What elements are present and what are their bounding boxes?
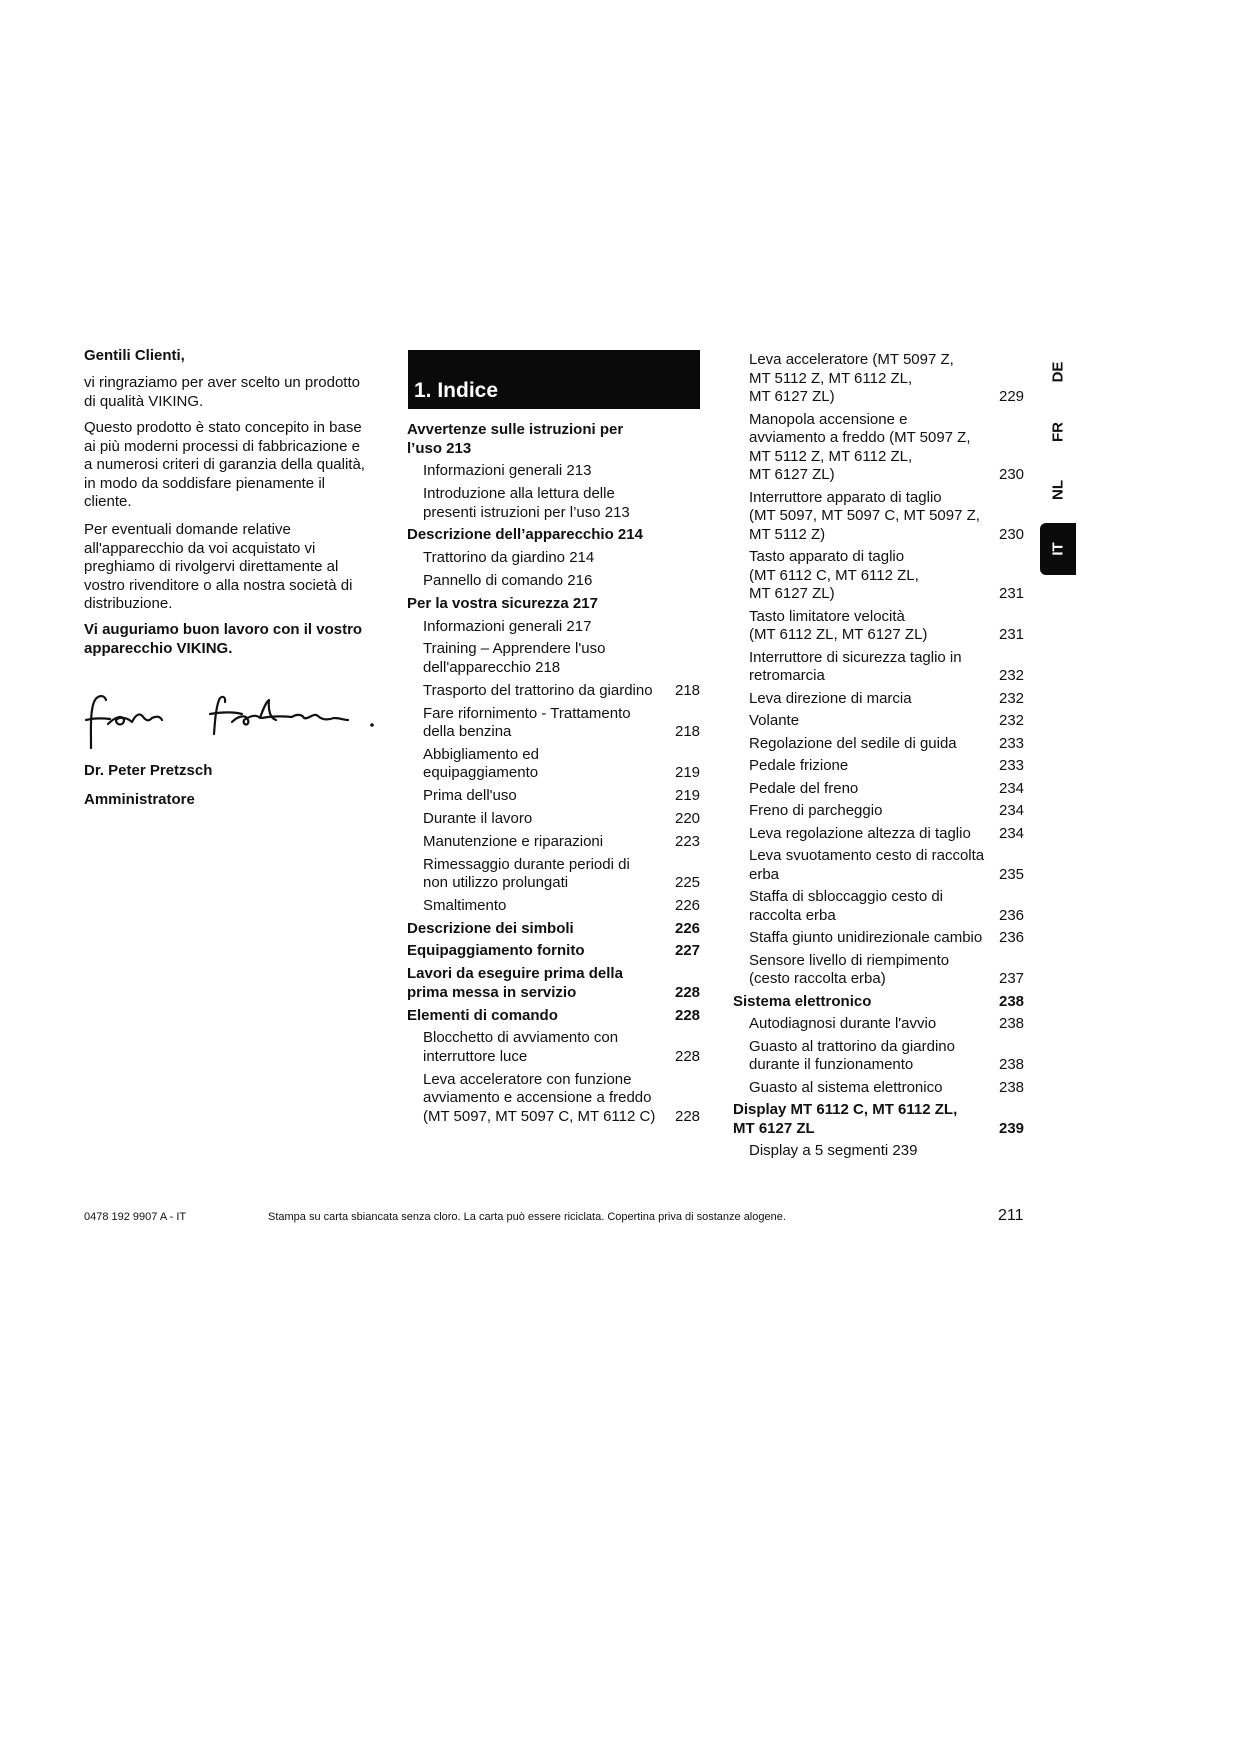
letter-line: Vi auguriamo buon lavoro con il vostro xyxy=(84,621,363,638)
toc-entry-text: Lavori da eseguire prima della xyxy=(407,965,623,983)
toc-entry-text: Guasto al trattorino da giardino xyxy=(749,1037,955,1055)
language-tab-de[interactable] xyxy=(1040,352,1076,392)
toc-entry-text: Prima dell'uso xyxy=(423,787,517,805)
toc-entry-text: Interruttore di sicurezza taglio in xyxy=(749,648,962,666)
toc-entry-text: Abbigliamento ed xyxy=(423,745,539,763)
language-tab-fr[interactable] xyxy=(1040,412,1076,452)
toc-page-number: 230 xyxy=(999,466,1025,483)
letter-line: ai più moderni processi di fabbricazione e xyxy=(84,437,360,455)
toc-entry-text: della benzina xyxy=(423,723,512,740)
toc-entry-text: Interruttore apparato di taglio xyxy=(749,488,942,506)
toc-page-number: 228 xyxy=(675,1107,701,1125)
toc-page-number: 236 xyxy=(999,906,1025,924)
signature xyxy=(82,690,382,752)
toc-entry-text: Trattorino da giardino 214 xyxy=(423,549,595,567)
toc-entry-text: (MT 6112 C, MT 6112 ZL, xyxy=(749,566,919,584)
toc-entry-text: non utilizzo prolungati xyxy=(423,874,569,891)
toc-page-number: 218 xyxy=(675,723,701,740)
toc-entry-text: durante il funzionamento xyxy=(749,1056,914,1073)
toc-page-number: 231 xyxy=(999,585,1025,602)
toc-entry-text: Guasto al sistema elettronico xyxy=(749,1078,943,1096)
toc-entry-text: interruttore luce xyxy=(423,1047,528,1065)
toc-entry-text: Training – Apprendere l'uso xyxy=(423,640,606,658)
toc-entry-text: prima messa in servizio xyxy=(407,983,577,1001)
toc-page-number: 238 xyxy=(999,992,1025,1010)
toc-entry-text: Staffa di sbloccaggio cesto di xyxy=(749,888,944,905)
toc-entry-text: presenti istruzioni per l’uso 213 xyxy=(423,503,630,521)
toc-entry-text: Descrizione dell’apparecchio 214 xyxy=(407,526,643,544)
toc-entry-text: Avvertenze sulle istruzioni per xyxy=(407,421,624,438)
toc-page-number: 230 xyxy=(999,525,1025,543)
toc-page-number: 235 xyxy=(999,865,1025,883)
letter-line: apparecchio VIKING. xyxy=(84,639,233,657)
letter-line: distribuzione. xyxy=(84,595,173,612)
toc-entry-text: Pedale del freno xyxy=(749,779,859,797)
toc-page-number: 223 xyxy=(675,832,701,850)
toc-page-number: 228 xyxy=(675,1047,701,1065)
toc-entry-text: Volante xyxy=(749,712,800,729)
toc-entry-text: Smaltimento xyxy=(423,896,507,914)
toc-entry-text: MT 6127 ZL) xyxy=(749,388,835,405)
footer-note: Stampa su carta sbiancata senza cloro. La carta può essere riciclata. Copertina priva di sostanze alogene. xyxy=(268,1211,786,1223)
language-tab-label: IT xyxy=(1049,542,1067,556)
toc-entry-text: Leva svuotamento cesto di raccolta xyxy=(749,847,985,864)
language-tab-label: NL xyxy=(1049,480,1067,500)
toc-entry-text: MT 5112 Z, MT 6112 ZL, xyxy=(749,369,913,387)
greeting: Gentili Clienti, xyxy=(84,347,185,364)
letter-para-1 xyxy=(84,374,360,411)
toc-page-number: 234 xyxy=(999,802,1025,819)
toc-entry-text: Introduzione alla lettura delle xyxy=(423,485,615,503)
toc-page-number: 227 xyxy=(675,942,701,960)
toc-entry-text: Leva regolazione altezza di taglio xyxy=(749,824,971,842)
toc-entry-text: Leva acceleratore (MT 5097 Z, xyxy=(749,351,954,368)
index-title: 1. Indice xyxy=(414,379,499,402)
letter-line: vostro rivenditore o alla nostra società di xyxy=(84,576,353,594)
toc-page-number: 234 xyxy=(999,824,1025,842)
toc-page-number: 228 xyxy=(675,983,701,1001)
toc-entry-text: Pannello di comando 216 xyxy=(423,572,593,589)
letter-line: Per eventuali domande relative xyxy=(84,521,291,538)
page-number: 211 xyxy=(998,1207,1024,1224)
toc-page-number: 228 xyxy=(675,1006,701,1024)
letter-line: preghiamo di rivolgervi direttamente al xyxy=(84,558,339,575)
toc-entry-text: Sensore livello di riempimento xyxy=(749,951,950,969)
toc-page-number: 238 xyxy=(999,1056,1025,1073)
toc-entry-text: Tasto limitatore velocità xyxy=(749,607,905,625)
toc-page-number: 234 xyxy=(999,779,1025,797)
toc-entry-text: raccolta erba xyxy=(749,906,836,924)
toc-page-number: 231 xyxy=(999,626,1025,643)
index-header xyxy=(408,350,700,409)
toc-page-number: 232 xyxy=(999,689,1025,707)
letter-para-2 xyxy=(84,419,365,512)
letter-line: all'apparecchio da voi acquistato vi xyxy=(84,539,316,557)
signer-title: Amministratore xyxy=(84,791,195,808)
letter-line: vi ringraziamo per aver scelto un prodotto xyxy=(84,374,360,391)
toc-entry-text: MT 6127 ZL) xyxy=(749,585,835,602)
toc-entry-text: MT 5112 Z, MT 6112 ZL, xyxy=(749,447,913,465)
toc-page-number: 233 xyxy=(999,757,1025,774)
toc-entry-text: Elementi di comando xyxy=(407,1006,558,1024)
letter-line: a numerosi criteri di garanzia della qualità, xyxy=(84,456,365,473)
toc-entry-text: Rimessaggio durante periodi di xyxy=(423,855,630,873)
toc-entry-text: (cesto raccolta erba) xyxy=(749,970,886,987)
language-tab-nl[interactable] xyxy=(1040,470,1076,510)
toc-entry-text: MT 6127 ZL xyxy=(733,1119,815,1137)
toc-entry-text: Informazioni generali 213 xyxy=(423,462,592,480)
toc-page-number: 225 xyxy=(675,874,701,891)
letter-line: in modo da soddisfare pienamente il xyxy=(84,474,325,492)
toc-page-number: 218 xyxy=(675,681,701,699)
toc-entry-text: l’uso 213 xyxy=(407,439,472,457)
toc-entry-text: Trasporto del trattorino da giardino xyxy=(423,681,653,699)
toc-entry-text: (MT 5097, MT 5097 C, MT 5097 Z, xyxy=(749,507,980,524)
letter-para-3 xyxy=(84,521,352,614)
letter-closing xyxy=(84,621,362,658)
toc-page-number: 238 xyxy=(999,1015,1025,1032)
language-tab-label: DE xyxy=(1049,361,1067,383)
toc-entry-text: dell'apparecchio 218 xyxy=(423,658,561,676)
signer-name: Dr. Peter Pretzsch xyxy=(84,762,213,779)
toc-entry-text: Autodiagnosi durante l'avvio xyxy=(749,1015,937,1032)
toc-entry-text: avviamento e accensione a freddo xyxy=(423,1089,652,1107)
toc-entry-text: Equipaggiamento fornito xyxy=(407,942,585,960)
toc-page-number: 238 xyxy=(999,1078,1025,1096)
toc-entry-text: Sistema elettronico xyxy=(733,992,872,1010)
toc-entry-text: Regolazione del sedile di guida xyxy=(749,734,957,752)
toc-entry-text: MT 5112 Z) xyxy=(749,525,826,543)
toc-entry-text: Pedale frizione xyxy=(749,757,849,774)
toc-entry-text: erba xyxy=(749,865,780,883)
document-code: 0478 192 9907 A - IT xyxy=(84,1211,187,1223)
toc-entry-text: (MT 6112 ZL, MT 6127 ZL) xyxy=(749,626,928,643)
toc-entry-text: Display MT 6112 C, MT 6112 ZL, xyxy=(733,1101,958,1118)
letter-line: Questo prodotto è stato concepito in base xyxy=(84,419,362,436)
letter-line: di qualità VIKING. xyxy=(84,392,204,410)
toc-entry-text: Freno di parcheggio xyxy=(749,802,883,819)
toc-entry-text: Informazioni generali 217 xyxy=(423,617,592,635)
toc-entry-text: Leva direzione di marcia xyxy=(749,689,912,707)
toc-page-number: 226 xyxy=(675,919,701,937)
toc-entry-text: avviamento a freddo (MT 5097 Z, xyxy=(749,429,971,446)
toc-entry-text: Fare rifornimento - Trattamento xyxy=(423,704,631,722)
toc-entry-text: Durante il lavoro xyxy=(423,809,533,827)
toc-page-number: 220 xyxy=(675,809,701,827)
toc-entry-text: Staffa giunto unidirezionale cambio xyxy=(749,929,983,946)
toc-entry-text: MT 6127 ZL) xyxy=(749,466,835,483)
toc-entry-text: retromarcia xyxy=(749,667,825,684)
toc-page-number: 229 xyxy=(999,388,1025,405)
letter-line: cliente. xyxy=(84,493,132,510)
toc-entry-text: Leva acceleratore con funzione xyxy=(423,1070,632,1088)
toc-entry-text: equipaggiamento xyxy=(423,764,539,782)
toc-entry-text: (MT 5097, MT 5097 C, MT 6112 C) xyxy=(423,1107,656,1125)
toc-page-number: 219 xyxy=(675,764,701,782)
toc-entry-text: Manopola accensione e xyxy=(749,410,908,428)
toc-entry-text: Display a 5 segmenti 239 xyxy=(749,1142,918,1159)
language-tab-label: FR xyxy=(1049,422,1067,442)
toc-page-number: 236 xyxy=(999,929,1025,946)
toc-page-number: 226 xyxy=(675,896,701,914)
toc-entry-text: Blocchetto di avviamento con xyxy=(423,1029,619,1047)
toc-page-number: 239 xyxy=(999,1119,1025,1137)
toc-page-number: 233 xyxy=(999,734,1025,752)
toc-entry-text: Descrizione dei simboli xyxy=(407,919,574,937)
toc-page-number: 232 xyxy=(999,712,1025,729)
toc-page-number: 237 xyxy=(999,970,1025,987)
toc-entry-text: Manutenzione e riparazioni xyxy=(423,832,604,850)
toc-entry-text: Per la vostra sicurezza 217 xyxy=(407,594,598,612)
toc-entry-text: Tasto apparato di taglio xyxy=(749,548,905,565)
toc-page-number: 232 xyxy=(999,667,1025,684)
language-tab-it[interactable] xyxy=(1040,523,1076,575)
toc-page-number: 219 xyxy=(675,787,701,805)
